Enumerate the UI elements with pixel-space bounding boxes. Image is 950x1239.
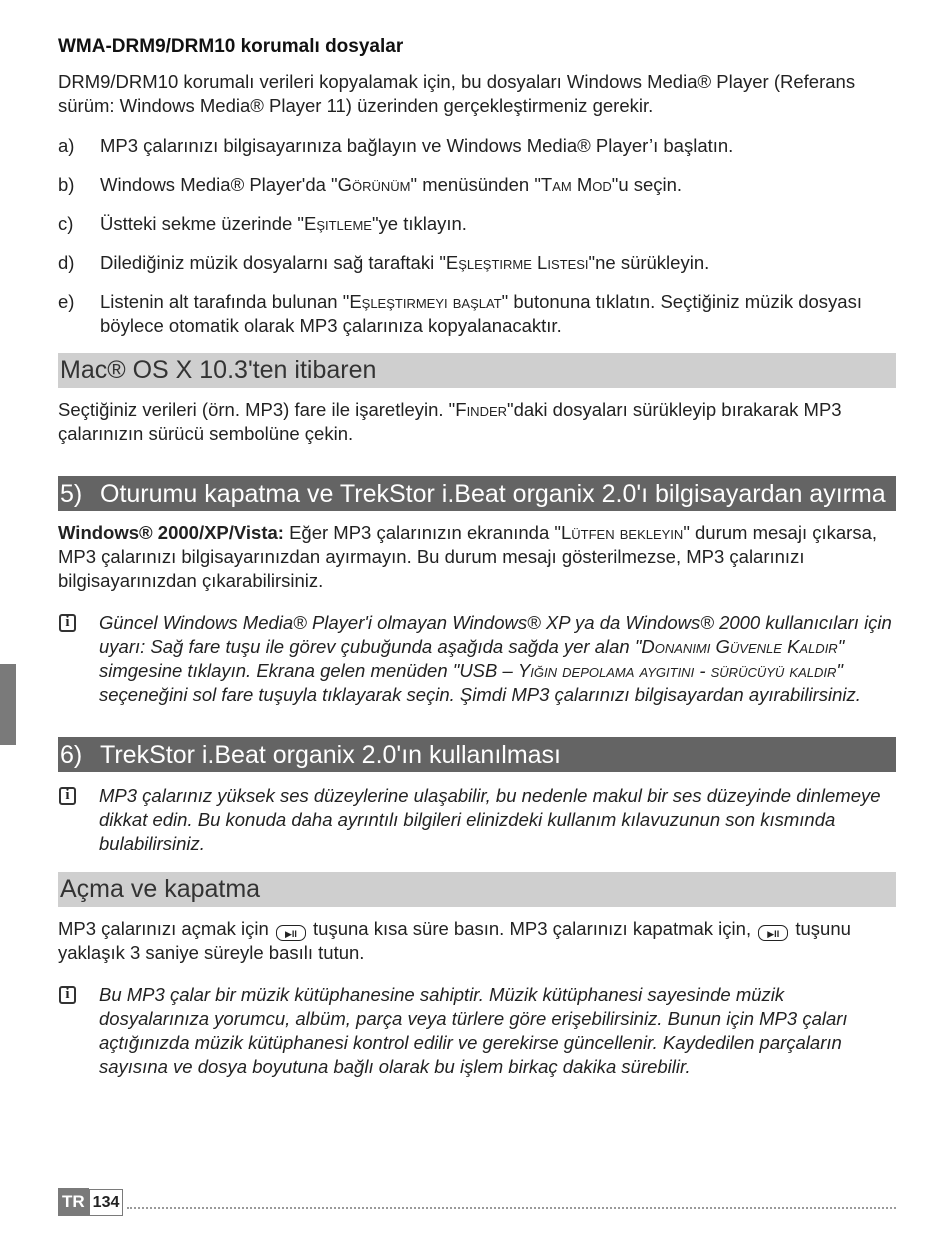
- text-run: "daki dosyaları sürükleyip bırakarak MP3 çalarınızın sürücü sembolüne çekin.: [58, 399, 842, 444]
- text-run: Eğer MP3 çalarınızın ekranında ": [283, 522, 561, 543]
- text-run: Seçtiğiniz verileri (örn. MP3) fare ile işaretleyin. ": [58, 399, 456, 420]
- section-6-heading: [58, 737, 896, 772]
- list-text: [100, 134, 896, 158]
- section-5-text: [58, 521, 896, 593]
- menu-term: Görünüm: [337, 174, 411, 195]
- section-title: TrekStor i.Beat organix 2.0'ın kullanılması: [100, 741, 561, 769]
- footer-dotted-rule: [127, 1195, 896, 1209]
- menu-term: Eşitleme: [303, 213, 372, 234]
- section-5-heading: [58, 476, 896, 511]
- wma-steps: [58, 134, 896, 338]
- side-tab-marker: [0, 664, 16, 745]
- list-item: [58, 212, 896, 236]
- info-icon: [59, 986, 76, 1004]
- info-icon: [59, 614, 76, 632]
- list-label: e): [58, 291, 75, 312]
- text-run: " simgesine tıklayın. Ekrana gelen menüden "USB –: [99, 636, 845, 681]
- list-item: [58, 251, 896, 275]
- os-label: Windows® 2000/XP/Vista:: [58, 522, 284, 543]
- text-run: Güncel Windows Media® Player'i olmayan Windows® XP ya da Windows® 2000 kullanıcıları için uyarı: Sağ fare tuşu ile görev çubuğunda aşağıda sağda yer alan ": [99, 612, 892, 657]
- power-heading: Açma ve kapatma: [58, 872, 896, 907]
- text-run: MP3 çalarınızı açmak için: [58, 918, 274, 939]
- note-text: [99, 611, 896, 707]
- text-run: "ye tıklayın.: [371, 213, 467, 234]
- text-run: Listenin alt tarafında bulunan ": [100, 291, 350, 312]
- list-text: [100, 290, 896, 338]
- menu-term: Eşleştirme Listesi: [445, 252, 589, 273]
- play-pause-key-icon: ▶II: [758, 925, 788, 941]
- info-note: [58, 983, 896, 1079]
- wma-intro: DRM9/DRM10 korumalı verileri kopyalamak için, bu dosyaları Windows Media® Player (Referans sürüm: Windows Media® Player 11) üzerinden gerçekleştirmeniz gerekir.: [58, 71, 856, 116]
- list-item: [58, 173, 896, 197]
- text-run: "ne sürükleyin.: [588, 252, 710, 273]
- text-run: tuşuna kısa süre basın. MP3 çalarınızı kapatmak için,: [307, 918, 757, 939]
- list-text: [100, 212, 896, 236]
- page-number: 134: [89, 1189, 124, 1216]
- text-run: MP3 çalarınızı bilgisayarınıza bağlayın ve Windows Media® Player’ı başlatın.: [100, 135, 734, 156]
- language-badge: TR: [58, 1188, 89, 1216]
- section-number: 5): [60, 480, 83, 508]
- note-text: Bu MP3 çalar bir müzik kütüphanesine sahiptir. Müzik kütüphanesi sayesinde müzik dosyalarınıza yorumcu, albüm, parça veya türlere göre erişebilirsiniz. Bunun için MP3 çaları açtığınızda müzik kütüphanesi kontrol edilir ve gerekirse güncellenir. Kaydedilen parçaların sayısına ve dosya boyutuna bağlı olarak bu işlem birkaç dakika sürebilir.: [99, 984, 848, 1077]
- play-pause-key-icon: ▶II: [276, 925, 306, 941]
- text-run: Dilediğiniz müzik dosyalarnı sağ taraftaki ": [100, 252, 446, 273]
- page-footer: [58, 1188, 896, 1216]
- menu-term: Yığın depolama aygıtını - sürücüyü kaldır: [517, 660, 837, 681]
- info-icon: [59, 787, 76, 805]
- list-text: [100, 173, 896, 197]
- menu-term: Eşleştirmeyi başlat: [349, 291, 502, 312]
- list-item: [58, 290, 896, 338]
- info-note: [58, 611, 896, 707]
- menu-term: Finder: [455, 399, 508, 420]
- text-run: "u seçin.: [611, 174, 683, 195]
- text-run: " menüsünden ": [410, 174, 541, 195]
- mac-heading: Mac® OS X 10.3'ten itibaren: [58, 353, 896, 388]
- list-label: d): [58, 252, 75, 273]
- menu-term: Lütfen bekleyin: [560, 522, 684, 543]
- mac-text: [58, 398, 896, 446]
- page-content: [58, 36, 896, 1089]
- text-run: " butonuna tıklatın. Seçtiğiniz müzik dosyası böylece otomatik olarak MP3 çalarınıza kopyalanacaktır.: [100, 291, 862, 336]
- section-number: 6): [60, 741, 83, 769]
- list-label: a): [58, 135, 75, 156]
- info-note: [58, 784, 896, 856]
- list-label: b): [58, 174, 75, 195]
- section-title: Oturumu kapatma ve TrekStor i.Beat organix 2.0'ı bilgisayardan ayırma: [100, 480, 886, 508]
- list-item: [58, 134, 896, 158]
- menu-term: Tam Mod: [540, 174, 612, 195]
- text-run: " durum mesajı çıkarsa, MP3 çalarınızı bilgisayarınızdan ayırmayın. Bu durum mesajı gösterilmezse, MP3 çalarınızı bilgisayarınızdan çıkarabilirsiniz.: [58, 522, 877, 591]
- list-label: c): [58, 213, 74, 234]
- text-run: Windows Media® Player'da ": [100, 174, 338, 195]
- text-run: tuşunu yaklaşık 3 saniye süreyle basılı tutun.: [58, 918, 851, 963]
- text-run: " seçeneğini sol fare tuşuyla tıklayarak seçin. Şimdi MP3 çalarınızı bilgisayardan ayırabilirsiniz.: [99, 660, 861, 705]
- list-text: [100, 251, 896, 275]
- note-text: MP3 çalarınız yüksek ses düzeylerine ulaşabilir, bu nedenle makul bir ses düzeyinde dinlemeye dikkat edin. Bu konuda daha ayrıntılı bilgileri elinizdeki kullanım kılavuzunun son kısmında bulabilirsiniz.: [99, 785, 881, 854]
- wma-heading: WMA-DRM9/DRM10 korumalı dosyalar: [58, 36, 404, 57]
- text-run: Üstteki sekme üzerinde ": [100, 213, 304, 234]
- menu-term: Donanımı Güvenle Kaldır: [641, 636, 838, 657]
- power-text: [58, 917, 896, 965]
